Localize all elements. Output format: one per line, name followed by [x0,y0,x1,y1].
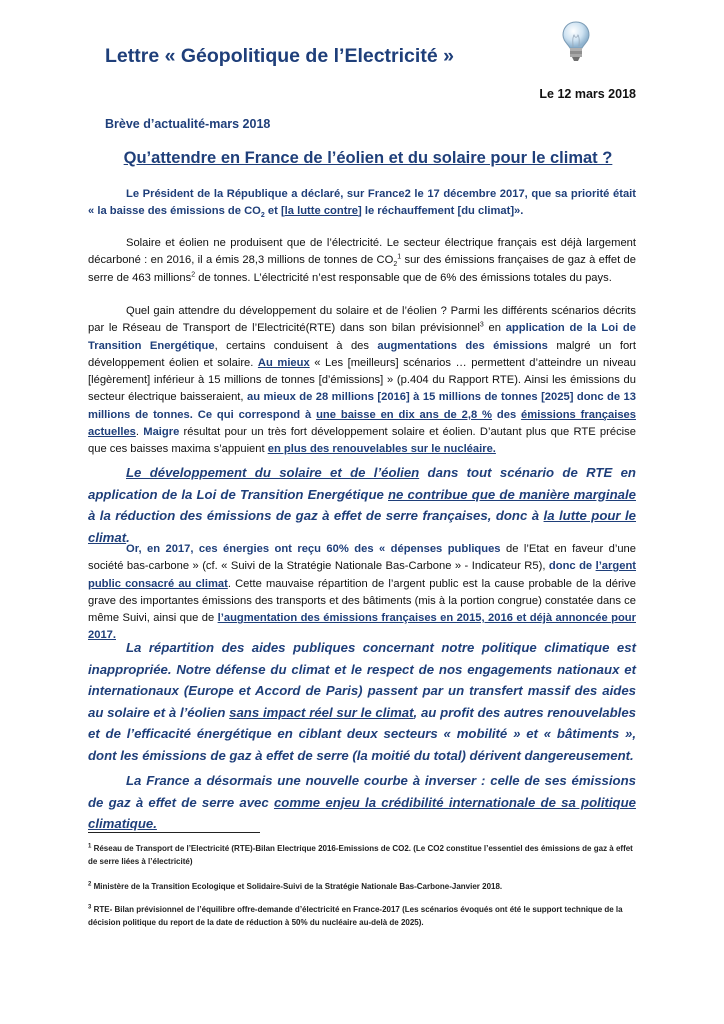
text-run: résultat pour un très fort développement solaire et éolien. D’autant plus que RTE précise que ces baisses maxima s’appuient [88,426,636,456]
text-run: sans impact réel sur le climat [229,704,414,720]
emphasis-block-3 [88,770,636,835]
text-run: application de la Loi de Transition Energétique [88,322,636,352]
footnote-3 [88,903,636,929]
footnote-ref[interactable]: 1 [397,253,402,261]
footnote-number: 3 [88,904,92,911]
text-run: , au profit des autres renouvelables et de l’efficacité énergétique en ciblant deux secteurs « mobilité » et « bâtiments », dont les émissions de gaz à effet de serre (la moitié du total) dérivent dangereusement. [88,704,636,763]
text-run: émissions françaises actuelles [88,408,636,439]
text-run: augmentations des émissions [377,339,548,352]
section-label: Brève d’actualité-mars 2018 [105,117,271,131]
footnote-text: Ministère de la Transition Ecologique et Solidaire-Suivi de la Stratégie Nationale Bas-Carbone-Janvier 2018. [91,882,503,891]
newsletter-title: Lettre « Géopolitique de l’Electricité » [105,45,454,67]
emphasis-block-1 [88,462,636,548]
text-run: donc de [548,560,596,573]
lightbulb-icon [560,20,592,64]
footnote-text: RTE- Bilan prévisionnel de l’équilibre offre-demande d’électricité en France-2017 (Les scénarios évoqués ont été le support technique de la décision politique du report de la date de réduction à 50% du nucléaire au-delà de 2025). [88,905,623,927]
text-run: ] le réchauffement [du climat]». [358,205,524,218]
text-run: . [126,529,130,545]
text-run: au mieux de 28 millions [2016] à 15 millions de tonnes [2025] donc de 13 millions de tonnes. Ce qui correspond à [88,391,636,421]
footnote-2 [88,880,636,893]
text-run: Le développement du solaire et de l’éolien [126,465,420,480]
text-run: l’argent public consacré au climat [88,560,637,590]
text-run: , certains conduisent à des [214,339,378,352]
text-run: sur des émissions françaises de gaz à effet de serre de 463 millions [88,254,636,284]
text-run: Quel gain attendre du développement du solaire et de l’éolien ? Parmi les différents scénarios décrits par le Réseau de Transport de l’Electricité(RTE) dans son bilan prévisionnel [88,305,636,335]
article-title: Qu’attendre en France de l’éolien et du solaire pour le climat ? [123,149,613,167]
text-run: de tonnes. L’électricité n’est responsable que de 6% des émissions totales du pays. [195,271,612,284]
footnote-text: Réseau de Transport de l’Electricité (RTE)-Bilan Electrique 2016-Emissions de CO2. (Le CO2 constitue l’essentiel des émissions de gaz à effet de serre liées à l’électricité) [88,844,633,866]
text-run: en plus des renouvelables sur le nucléaire. [267,443,496,456]
paragraph-spending [88,541,636,645]
text-run: La répartition des aides publiques concernant notre politique climatique est inappropriée. Notre défense du climat et le respect de nos engagements nationaux et internationaux (Europe et Accord de Paris) passent par un transfert massif des aides au solaire et à l’éolien [88,640,636,720]
paragraph-intro [88,186,636,221]
letter-date: Le 12 mars 2018 [539,87,636,101]
footnote-divider [88,832,260,833]
text-run: à la réduction des émissions de gaz à effet de serre françaises, donc à [88,508,544,523]
text-run: Or, en 2017, ces énergies ont reçu 60% des « dépenses publiques [126,543,501,555]
footnote-1 [88,842,636,868]
text-run: . [135,426,144,439]
text-run: « Les [meilleurs] scénarios … permettent d’atteindre un niveau [légèrement] inférieur à 15 millions de tonnes [d’émissions] » (p.404 du Rapport RTE). Ainsi les émissions du secteur électrique baisseraient, [88,356,636,404]
paragraph-context [88,235,636,287]
footnote-number: 1 [88,843,92,850]
text-run: Solaire et éolien ne produisent que de l’électricité. Le secteur électrique français est déjà largement décarboné : en 2016, il a émis 28,3 millions de tonnes de CO [88,237,636,267]
text-run: des [492,408,522,421]
footnote-number: 2 [88,881,92,888]
text-run: une baisse en dix ans de 2,8 % [316,408,493,421]
text-run: comme enjeu la crédibilité internationale de sa politique climatique. [88,794,636,831]
text-run: et [ [264,205,285,218]
text-run: en [483,322,506,335]
text-run: Au mieux [257,356,310,369]
text-run: malgré un fort développement éolien et solaire. [88,339,637,369]
text-run: Le Président de la République a déclaré, sur France2 le 17 décembre 2017, que sa priorité était « la baisse des émissions de CO [88,188,636,218]
text-run: . Cette mauvaise répartition de l’argent public est la cause probable de la dérive grave des importantes émissions des transports et des bâtiments (mis à la portion congrue) constatée dans ce même Suivi, ainsi que de [88,577,636,625]
text-run: ne contribue que de manière marginale [388,486,636,502]
footnote-ref[interactable]: 3 [479,321,484,329]
emphasis-block-2 [88,637,636,766]
text-run: Maigre [143,426,180,439]
text-run: l’augmentation des émissions françaises en 2015, 2016 et déjà annoncée pour 2017. [88,612,636,642]
subscript: 2 [260,212,265,220]
paragraph-scenarios [88,303,636,459]
text-run: de l’Etat en faveur d’une société bas-carbone » (cf. « Suivi de la Stratégie Nationale Bas-Carbone » - Indicateur R5), [88,543,636,573]
text-run: dans tout scénario de RTE en application de la Loi de Transition Energétique [88,465,636,502]
text-run: la lutte pour le climat [88,508,637,545]
text-run: la lutte contre [284,205,359,218]
subscript: 2 [393,261,398,269]
text-run: La France a désormais une nouvelle courbe à inverser : celle de ses émissions de gaz à effet de serre avec [88,773,636,810]
footnote-ref[interactable]: 2 [191,270,196,278]
